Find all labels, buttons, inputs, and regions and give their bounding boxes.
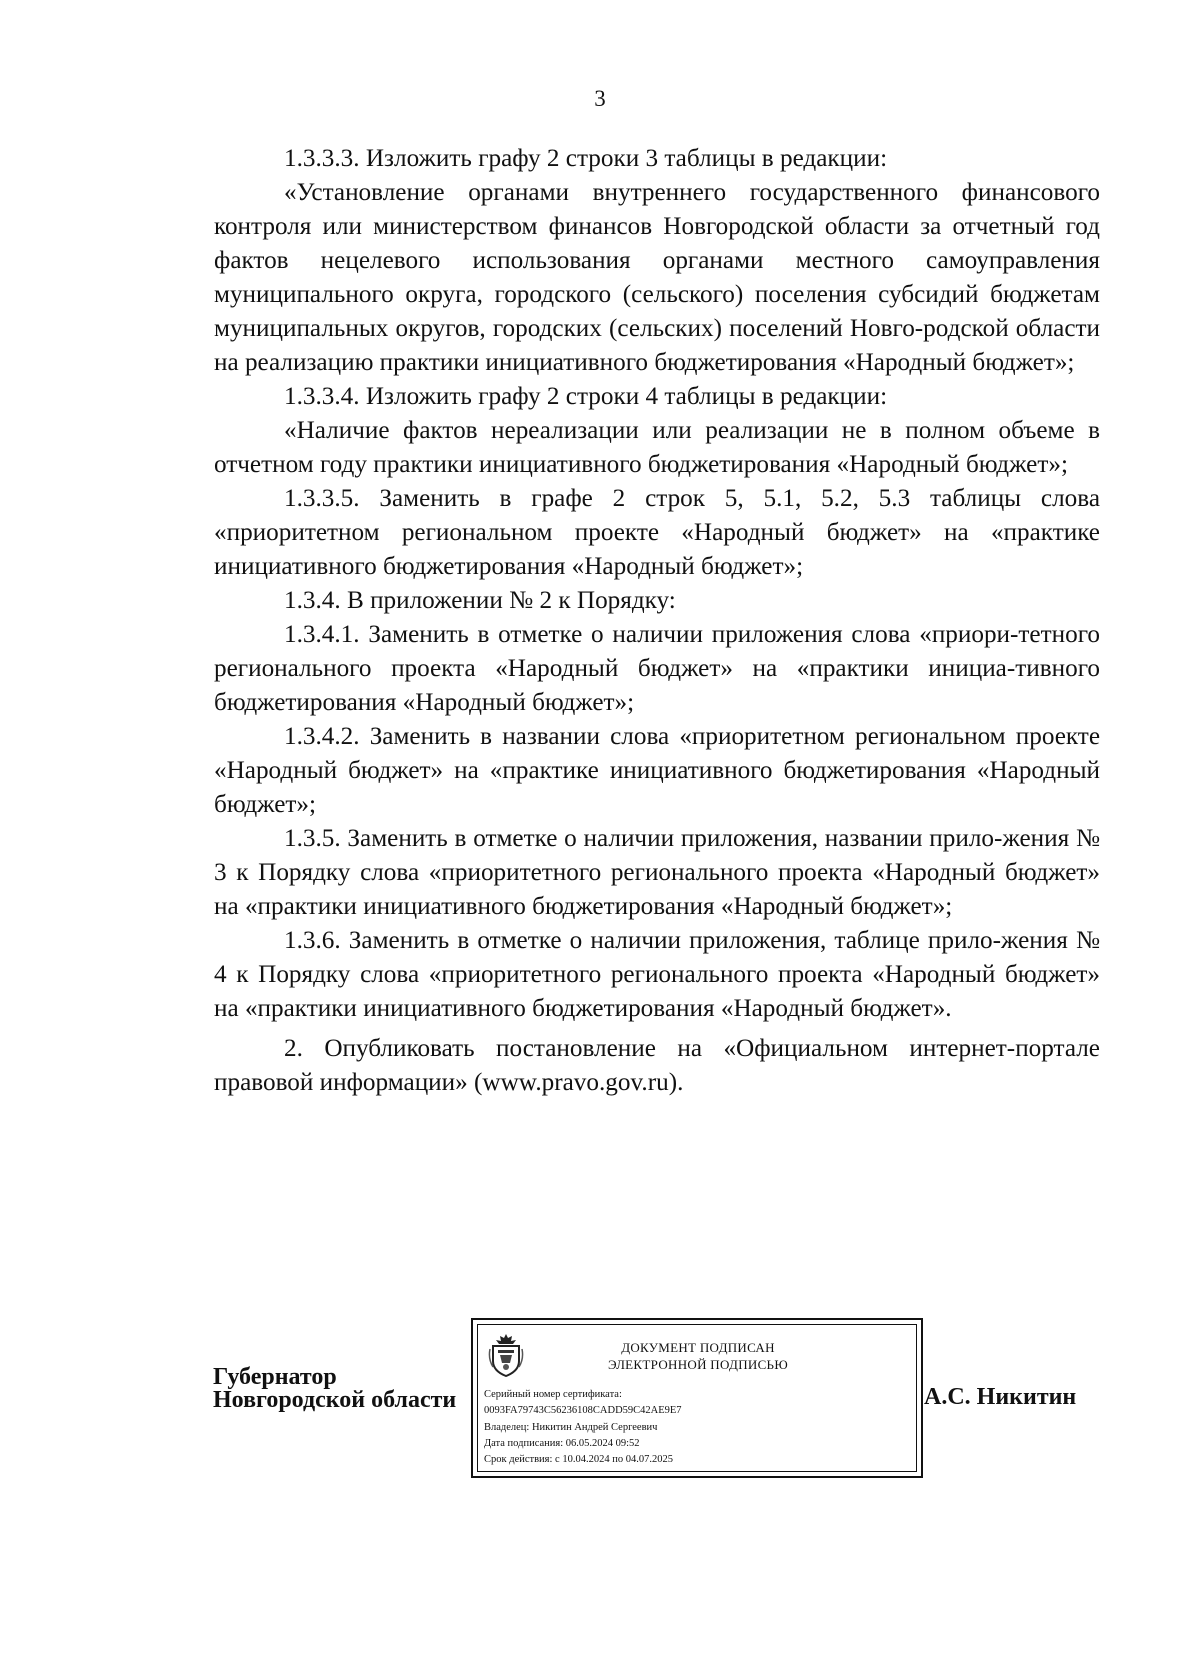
electronic-signature-stamp — [471, 1318, 923, 1478]
stamp-header-line-2: ЭЛЕКТРОННОЙ ПОДПИСЬЮ — [608, 1357, 788, 1372]
paragraph-1-3-3-4: 1.3.3.4. Изложить графу 2 строки 4 таблицы в редакции: — [284, 383, 888, 410]
stamp-header-line-1: ДОКУМЕНТ ПОДПИСАН — [621, 1340, 775, 1355]
certificate-validity: Срок действия: с 10.04.2024 по 04.07.2025 — [484, 1454, 673, 1466]
signer-position-line-2: Новгородской области — [213, 1387, 457, 1413]
signer-position-line-1: Губернатор — [213, 1364, 337, 1390]
certificate-label: Серийный номер сертификата: — [484, 1389, 622, 1400]
quote-row-4: «Наличие фактов нереализации или реализации не в полном объеме в отчетном году практики инициативного бюджетирования «Народный бюджет»; — [214, 417, 1100, 478]
signer-position — [213, 1366, 456, 1412]
certificate-number: 0093FA79743C56236108CADD59C42AE9E7 — [484, 1405, 682, 1417]
document-body — [214, 142, 1100, 1100]
paragraph-1-3-4-2: 1.3.4.2. Заменить в названии слова «приоритетном региональном проекте «Народный бюджет» на «практике инициативного бюджетирования «Народный бюджет»; — [214, 723, 1100, 818]
paragraph-1-3-6: 1.3.6. Заменить в отметке о наличии приложения, таблице прило-жения № 4 к Порядку слова «приоритетного регионального проекта «Народный бюджет» на «практики инициативного бюджетирования «Народный бюджет». — [214, 927, 1100, 1022]
signer-name: А.С. Никитин — [924, 1384, 1077, 1410]
stamp-details — [484, 1387, 682, 1468]
paragraph-2: 2. Опубликовать постановление на «Официальном интернет-портале правовой информации» (www.pravo.gov.ru). — [214, 1035, 1100, 1096]
stamp-header — [548, 1339, 848, 1373]
signing-date: Дата подписания: 06.05.2024 09:52 — [484, 1437, 640, 1449]
page-number: 3 — [594, 86, 606, 111]
stamp-inner-frame — [477, 1324, 917, 1472]
coat-of-arms-icon — [488, 1333, 524, 1377]
paragraph-1-3-4: 1.3.4. В приложении № 2 к Порядку: — [284, 587, 676, 614]
quote-row-3: «Установление органами внутреннего государственного финансового контроля или министерством финансов Новгородской области за отчетный год фактов нецелевого использования органами местного самоуправления муниципального округа, городского (сельского) поселения субсидий бюджетам муниципальных округов, городских (сельских) поселений Новго-родской области на реализацию практики инициативного бюджетирования «Народный бюджет»; — [214, 179, 1100, 376]
paragraph-1-3-3-3: 1.3.3.3. Изложить графу 2 строки 3 таблицы в редакции: — [284, 145, 888, 172]
paragraph-1-3-4-1: 1.3.4.1. Заменить в отметке о наличии приложения слова «приори-тетного регионального проекта «Народный бюджет» на «практики инициа-тивного бюджетирования «Народный бюджет»; — [214, 621, 1100, 716]
paragraph-1-3-3-5: 1.3.3.5. Заменить в графе 2 строк 5, 5.1, 5.2, 5.3 таблицы слова «приоритетном региональном проекте «Народный бюджет» на «практике инициативного бюджетирования «Народный бюджет»; — [214, 485, 1100, 580]
paragraph-1-3-5: 1.3.5. Заменить в отметке о наличии приложения, названии прило-жения № 3 к Порядку слова «приоритетного регионального проекта «Народный бюджет» на «практики инициативного бюджетирования «Народный бюджет»; — [214, 825, 1100, 920]
certificate-owner: Владелец: Никитин Андрей Сергеевич — [484, 1421, 658, 1433]
